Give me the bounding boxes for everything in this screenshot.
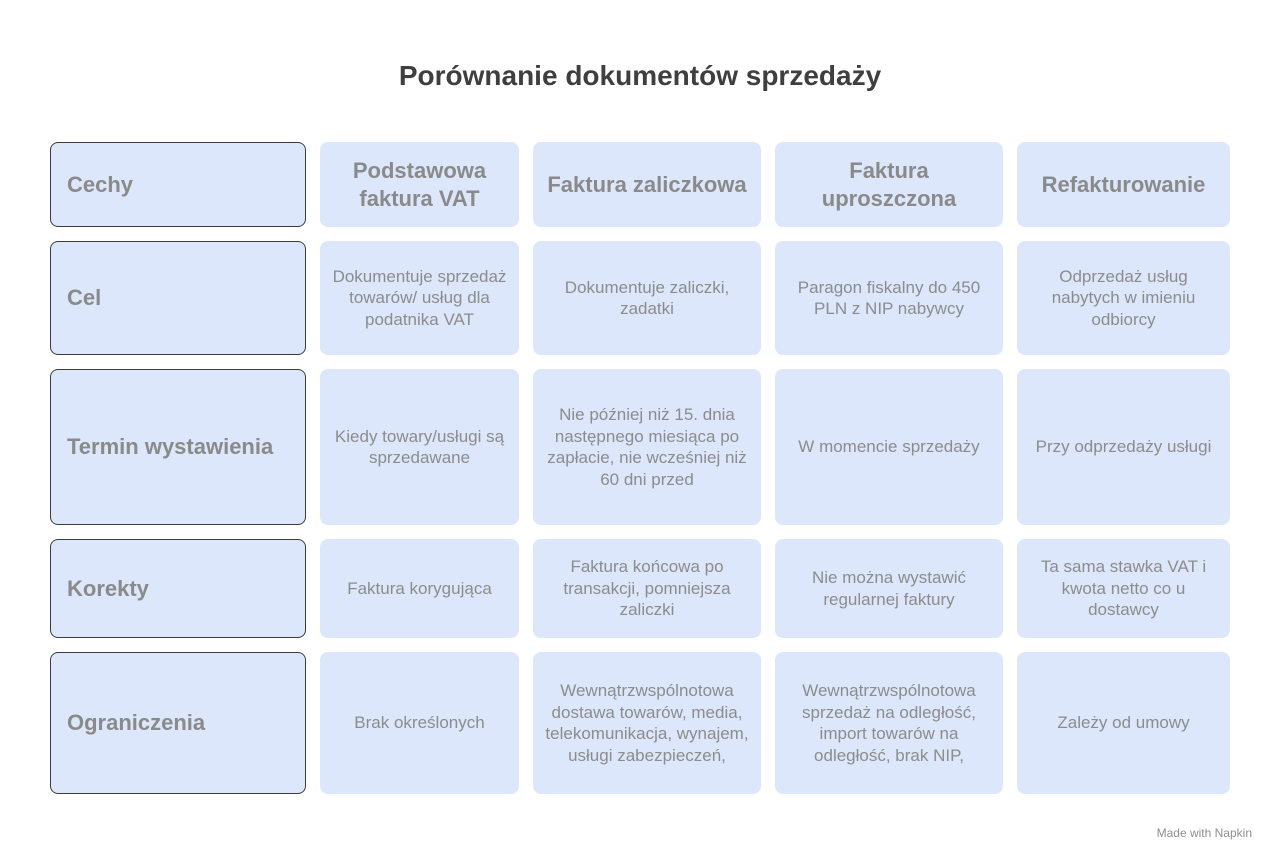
column-header-refakturowanie: Refakturowanie [1017, 142, 1230, 227]
table-cell: Dokumentuje zaliczki, zadatki [533, 241, 761, 355]
table-cell: Ta sama stawka VAT i kwota netto co u dostawcy [1017, 539, 1230, 638]
table-cell: Brak określonych [320, 652, 519, 794]
row-header-cechy: Cechy [50, 142, 306, 227]
row-header-termin-wystawienia: Termin wystawienia [50, 369, 306, 525]
row-header-korekty: Korekty [50, 539, 306, 638]
table-cell: Faktura końcowa po transakcji, pomniejsza zaliczki [533, 539, 761, 638]
watermark-text: Made with Napkin [1156, 826, 1252, 840]
column-header-faktura-zaliczkowa: Faktura zaliczkowa [533, 142, 761, 227]
column-header-podstawowa-faktura-vat: Podstawowa faktura VAT [320, 142, 519, 227]
table-cell: Wewnątrzwspólnotowa sprzedaż na odległość, import towarów na odległość, brak NIP, [775, 652, 1003, 794]
comparison-table [50, 142, 1230, 794]
table-cell: Przy odprzedaży usługi [1017, 369, 1230, 525]
column-header-faktura-uproszczona: Faktura uproszczona [775, 142, 1003, 227]
table-cell: Wewnątrzwspólnotowa dostawa towarów, media, telekomunikacja, wynajem, usługi zabezpieczeń, [533, 652, 761, 794]
row-header-ograniczenia: Ograniczenia [50, 652, 306, 794]
table-cell: Zależy od umowy [1017, 652, 1230, 794]
page-title: Porównanie dokumentów sprzedaży [398, 60, 882, 91]
table-cell: Faktura korygująca [320, 539, 519, 638]
table-cell: Paragon fiskalny do 450 PLN z NIP nabywcy [775, 241, 1003, 355]
table-cell: Kiedy towary/usługi są sprzedawane [320, 369, 519, 525]
row-header-cel: Cel [50, 241, 306, 355]
table-cell: Nie później niż 15. dnia następnego miesiąca po zapłacie, nie wcześniej niż 60 dni przed [533, 369, 761, 525]
table-cell: Odprzedaż usług nabytych w imieniu odbiorcy [1017, 241, 1230, 355]
napkin-watermark [1157, 826, 1252, 840]
table-cell: W momencie sprzedaży [775, 369, 1003, 525]
table-cell: Nie można wystawić regularnej faktury [775, 539, 1003, 638]
table-cell: Dokumentuje sprzedaż towarów/ usług dla podatnika VAT [320, 241, 519, 355]
